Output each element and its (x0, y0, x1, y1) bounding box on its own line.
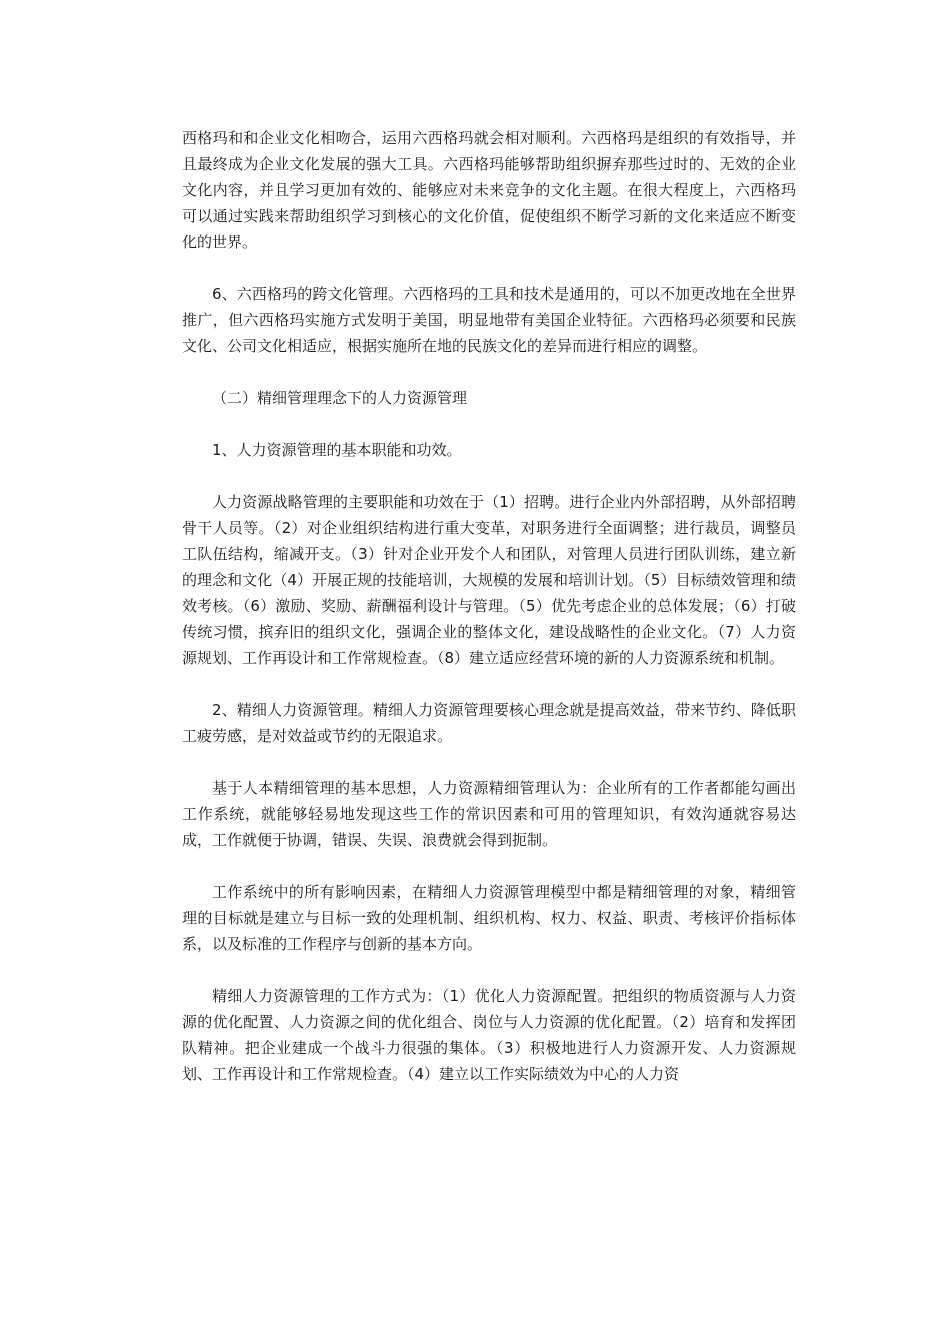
paragraph-hr-functions: 人力资源战略管理的主要职能和功效在于（1）招聘。进行企业内外部招聘，从外部招聘骨干人员等。（2）对企业组织结构进行重大变革，对职务进行全面调整；进行裁员，调整员工队伍结构，缩减开支。（3）针对企业开发个人和团队，对管理人员进行团队训练，建立新的理念和文化（4）开展正规的技能培训，大规模的发展和培训计划。（5）目标绩效管理和绩效考核。（6）激励、奖励、薪酬福利设计与管理。（5）优先考虑企业的总体发展；（6）打破传统习惯，摈弃旧的组织文化，强调企业的整体文化，建设战略性的企业文化。（7）人力资源规划、工作再设计和工作常规检查。（8）建立适应经营环境的新的人力资源系统和机制。 (182, 493, 796, 667)
paragraph-sigma-culture: 西格玛和和企业文化相吻合，运用六西格玛就会相对顺利。六西格玛是组织的有效指导，并且最终成为企业文化发展的强大工具。六西格玛能够帮助组织摒弃那些过时的、无效的企业文化内容，并且学习更加有效的、能够应对未来竞争的文化主题。在很大程度上，六西格玛可以通过实践来帮助组织学习到核心的文化价值，促使组织不断学习新的文化来适应不断变化的世界。 (182, 129, 796, 251)
paragraph-cross-culture: 6、六西格玛的跨文化管理。六西格玛的工具和技术是通用的，可以不加更改地在全世界推广，但六西格玛实施方式发明于美国，明显地带有美国企业特征。六西格玛必须要和民族文化、公司文化相适应，根据实施所在地的民族文化的差异而进行相应的调整。 (182, 285, 796, 355)
paragraph-lean-hr: 2、精细人力资源管理。精细人力资源管理要核心理念就是提高效益，带来节约、降低职工疲劳感，是对效益或节约的无限追求。 (182, 701, 796, 745)
section-heading: （二）精细管理理念下的人力资源管理 (212, 389, 468, 407)
document-body (182, 125, 796, 1087)
subsection-heading: 1、人力资源管理的基本职能和功效。 (212, 441, 462, 459)
paragraph-lean-thinking: 基于人本精细管理的基本思想，人力资源精细管理认为：企业所有的工作者都能勾画出工作系统，就能够轻易地发现这些工作的常识因素和可用的管理知识，有效沟通就容易达成，工作就便于协调，错误、失误、浪费就会得到扼制。 (182, 779, 796, 849)
paragraph-work-system: 工作系统中的所有影响因素，在精细人力资源管理模型中都是精细管理的对象，精细管理的目标就是建立与目标一致的处理机制、组织机构、权力、权益、职责、考核评价指标体系，以及标准的工作程序与创新的基本方向。 (182, 883, 796, 953)
paragraph-work-methods: 精细人力资源管理的工作方式为：（1）优化人力资源配置。把组织的物质资源与人力资源的优化配置、人力资源之间的优化组合、岗位与人力资源的优化配置。（2）培育和发挥团队精神。把企业建成一个战斗力很强的集体。（3）积极地进行人力资源开发、人力资源规划、工作再设计和工作常规检查。（4）建立以工作实际绩效为中心的人力资 (182, 987, 796, 1083)
